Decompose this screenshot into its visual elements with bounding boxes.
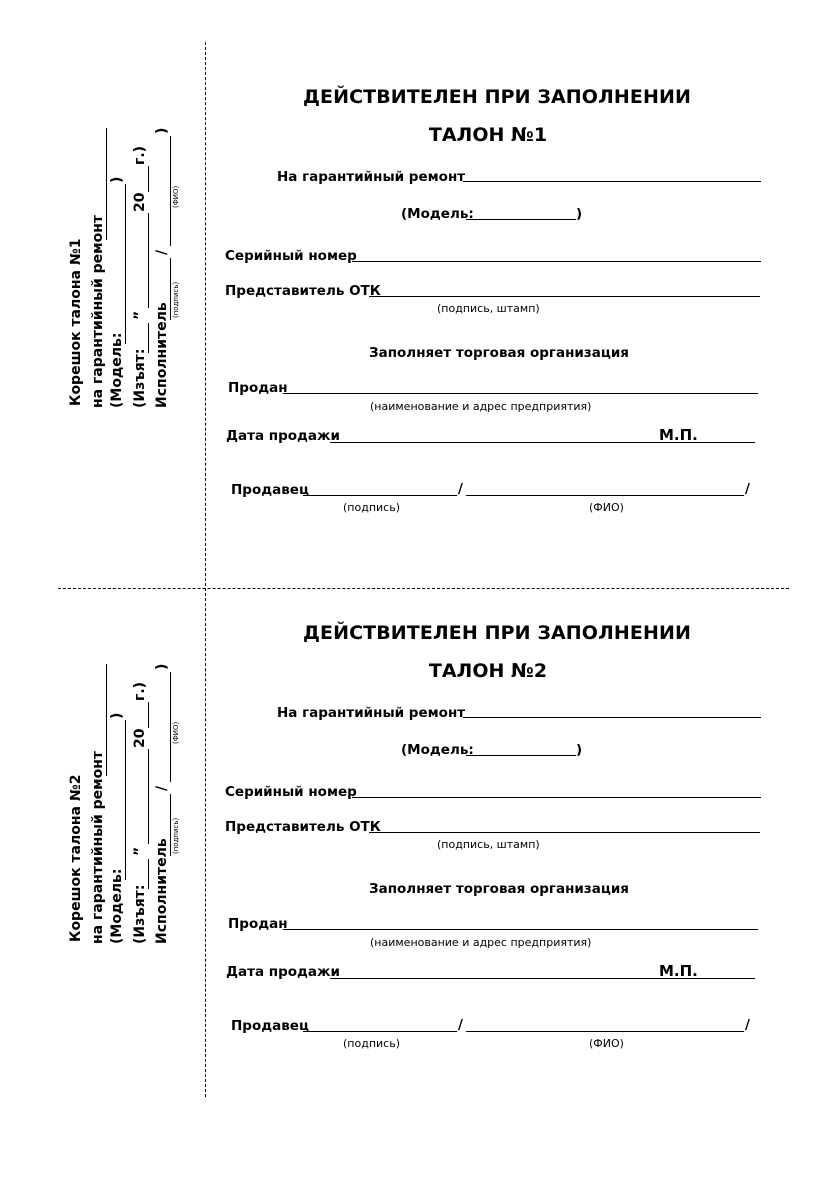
warranty-label: На гарантийный ремонт [277, 169, 466, 185]
serial-field[interactable] [352, 797, 761, 798]
stub-title: Корешок талона №1 [68, 238, 84, 406]
coupon-title: ДЕЙСТВИТЕЛЕН ПРИ ЗАПОЛНЕНИИ [303, 622, 691, 644]
warranty-field[interactable] [463, 181, 761, 182]
stub-quote: ” [132, 846, 148, 856]
coupon-2 [0, 536, 839, 1076]
model-close: ) [576, 206, 583, 222]
stub-quote: ” [132, 310, 148, 320]
sold-hint: (наименование и адрес предприятия) [370, 936, 592, 949]
coupon-title: ДЕЙСТВИТЕЛЕН ПРИ ЗАПОЛНЕНИИ [303, 86, 691, 108]
seller-fio-field[interactable] [466, 1031, 744, 1032]
otk-hint: (подпись, штамп) [437, 302, 540, 315]
stub-model-line [125, 720, 126, 880]
stub-month-line [148, 749, 149, 844]
otk-hint: (подпись, штамп) [437, 838, 540, 851]
sold-label: Продан [228, 380, 288, 396]
stub-model-label: (Модель: [109, 332, 125, 408]
stub-fio-hint: (ФИО) [172, 721, 180, 744]
coupon-number: ТАЛОН №1 [428, 124, 548, 146]
stub-fio-hint: (ФИО) [172, 185, 180, 208]
seller-sign-field[interactable] [303, 1031, 457, 1032]
model-label: (Модель: [401, 742, 474, 758]
model-field[interactable] [466, 755, 576, 756]
stub-day-line [148, 323, 149, 353]
otk-label: Представитель ОТК [225, 819, 381, 835]
sold-field[interactable] [283, 393, 758, 394]
stub-day-line [148, 859, 149, 889]
stub-warranty-line [106, 128, 107, 240]
stub-model-line [125, 184, 126, 344]
seller-sign-hint: (подпись) [343, 501, 400, 514]
stub-sign-hint: (подпись) [172, 281, 180, 318]
trade-heading: Заполняет торговая организация [369, 881, 629, 897]
seller-fio-field[interactable] [466, 495, 744, 496]
coupon-stub [62, 108, 192, 408]
model-field[interactable] [466, 219, 576, 220]
stub-year-line [148, 166, 149, 192]
stub-warranty-label: на гарантийный ремонт [90, 214, 106, 408]
sold-field[interactable] [283, 929, 758, 930]
coupon-1 [0, 0, 839, 540]
stub-taken-label: (Изъят: [132, 348, 148, 408]
sale-date-label: Дата продажи [226, 964, 340, 980]
stub-slash: / [154, 249, 170, 255]
stub-close: ) [154, 663, 170, 670]
model-label: (Модель: [401, 206, 474, 222]
stub-year: 20 [132, 728, 148, 748]
seller-slash-2: / [745, 481, 750, 497]
sale-date-label: Дата продажи [226, 428, 340, 444]
stub-fio-line [170, 672, 171, 782]
stub-slash: / [154, 785, 170, 791]
stub-model-close: ) [109, 712, 125, 719]
coupon-stub [62, 644, 192, 944]
stub-sign-hint: (подпись) [172, 817, 180, 854]
seller-label: Продавец [231, 482, 309, 498]
sold-hint: (наименование и адрес предприятия) [370, 400, 592, 413]
sold-label: Продан [228, 916, 288, 932]
trade-heading: Заполняет торговая организация [369, 345, 629, 361]
stub-fio-line [170, 136, 171, 246]
coupon-number: ТАЛОН №2 [428, 660, 548, 682]
stub-model-close: ) [109, 176, 125, 183]
stub-warranty-line [106, 664, 107, 776]
stub-taken-label: (Изъят: [132, 884, 148, 944]
serial-label: Серийный номер [225, 784, 357, 800]
stamp-label: М.П. [659, 962, 698, 980]
seller-sign-field[interactable] [303, 495, 457, 496]
stub-executor-label: Исполнитель [154, 838, 170, 944]
seller-fio-hint: (ФИО) [589, 501, 624, 514]
serial-label: Серийный номер [225, 248, 357, 264]
stub-sign-line [170, 258, 171, 320]
stub-year: 20 [132, 192, 148, 212]
seller-slash-1: / [458, 481, 463, 497]
stamp-label: М.П. [659, 426, 698, 444]
seller-fio-hint: (ФИО) [589, 1037, 624, 1050]
stub-month-line [148, 213, 149, 308]
stub-year-suffix: г.) [132, 681, 148, 701]
otk-label: Представитель ОТК [225, 283, 381, 299]
stub-executor-label: Исполнитель [154, 302, 170, 408]
model-close: ) [576, 742, 583, 758]
stub-sign-line [170, 794, 171, 856]
stub-warranty-label: на гарантийный ремонт [90, 750, 106, 944]
otk-field[interactable] [369, 832, 760, 833]
otk-field[interactable] [369, 296, 760, 297]
stub-close: ) [154, 127, 170, 134]
serial-field[interactable] [352, 261, 761, 262]
seller-label: Продавец [231, 1018, 309, 1034]
warranty-label: На гарантийный ремонт [277, 705, 466, 721]
seller-slash-1: / [458, 1017, 463, 1033]
stub-model-label: (Модель: [109, 868, 125, 944]
seller-sign-hint: (подпись) [343, 1037, 400, 1050]
warranty-field[interactable] [463, 717, 761, 718]
stub-year-line [148, 702, 149, 728]
seller-slash-2: / [745, 1017, 750, 1033]
stub-title: Корешок талона №2 [68, 774, 84, 942]
stub-year-suffix: г.) [132, 145, 148, 165]
